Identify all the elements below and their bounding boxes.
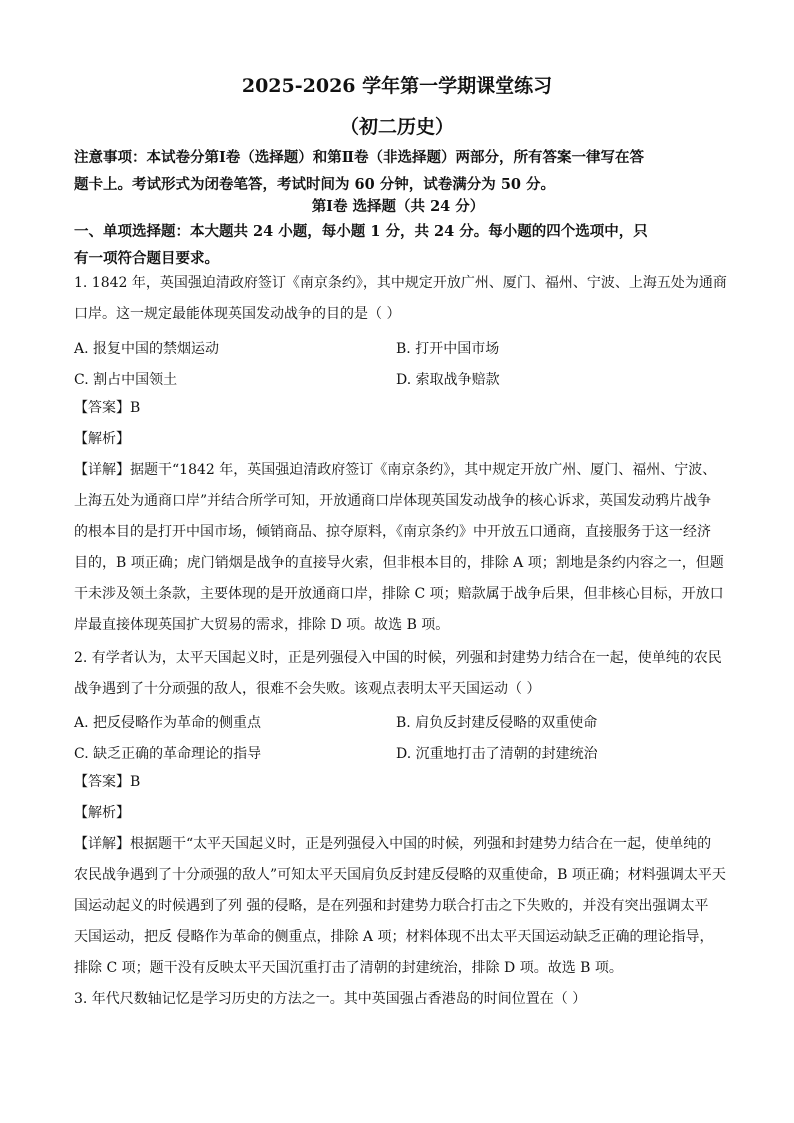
option-d: D. 索取战争赔款 bbox=[396, 372, 500, 388]
page-subtitle: （初二历史） bbox=[339, 116, 454, 138]
section-instructions bbox=[74, 218, 722, 272]
answer-label: 【答案】B bbox=[74, 400, 141, 416]
question-stem: 口岸。这一规定最能体现英国发动战争的目的是（ ） bbox=[74, 306, 401, 322]
question-stem: 战争遇到了十分顽强的敌人，很难不会失败。该观点表明太平天国运动（ ） bbox=[74, 681, 541, 697]
question-stem: 2. 有学者认为，太平天国起义时，正是列强侵入中国的时候，列强和封建势力结合在一起，使单纯的农民 bbox=[74, 650, 722, 666]
detail-line: 【详解】根据题干“太平天国起义时，正是列强侵入中国的时候，列强和封建势力结合在一起，使单纯的 bbox=[74, 836, 712, 852]
detail-line: 的根本目的是打开中国市场，倾销商品、掠夺原料，《南京条约》中开放五口通商，直接服务于这一经济 bbox=[74, 524, 711, 540]
notice-line: 题卡上。考试形式为闭卷笔答，考试时间为 60 分钟，试卷满分为 50 分。 bbox=[74, 176, 556, 193]
section-heading: 第Ⅰ卷 选择题（共 24 分） bbox=[311, 198, 485, 215]
detail-line: 干未涉及领土条款，主要体现的是开放通商口岸，排除 C 项；赔款属于战争后果，但非核心目标，开放口 bbox=[74, 586, 724, 602]
option-b: B. 肩负反封建反侵略的双重使命 bbox=[396, 715, 598, 731]
option-a: A. 把反侵略作为革命的侧重点 bbox=[74, 715, 262, 731]
question-stem: 1. 1842 年，英国强迫清政府签订《南京条约》，其中规定开放广州、厦门、福州、宁波、上海五处为通商 bbox=[74, 275, 727, 291]
answer-label: 【答案】B bbox=[74, 774, 141, 790]
option-c: C. 割占中国领土 bbox=[74, 372, 178, 388]
question-3 bbox=[74, 984, 722, 1015]
option-d: D. 沉重地打击了清朝的封建统治 bbox=[396, 746, 598, 762]
detail-line: 国运动起义的时候遇到了列 强的侵略，是在列强和封建势力联合打击之下失败的，并没有突出强调太平 bbox=[74, 898, 709, 914]
question-stem: 3. 年代尺数轴记忆是学习历史的方法之一。其中英国强占香港岛的时间位置在（ ） bbox=[74, 991, 587, 1007]
option-b: B. 打开中国市场 bbox=[396, 341, 500, 357]
option-a: A. 报复中国的禁烟运动 bbox=[74, 341, 220, 357]
instruction-line: 有一项符合题目要求。 bbox=[74, 250, 219, 267]
instruction-line: 一、单项选择题：本大题共 24 小题，每小题 1 分，共 24 分。每小题的四个选项中，只 bbox=[74, 223, 648, 240]
option-c: C. 缺乏正确的革命理论的指导 bbox=[74, 746, 262, 762]
page-title: 2025-2026 学年第一学期课堂练习 bbox=[241, 75, 553, 97]
question-2 bbox=[74, 643, 722, 705]
q2-solution bbox=[74, 767, 726, 984]
detail-line: 岸最直接体现英国扩大贸易的需求，排除 D 项。故选 B 项。 bbox=[74, 617, 450, 633]
notice-line: 注意事项：本试卷分第Ⅰ卷（选择题）和第Ⅱ卷（非选择题）两部分，所有答案一律写在答 bbox=[74, 149, 644, 166]
detail-line: 【详解】据题干“1842 年，英国强迫清政府签订《南京条约》，其中规定开放广州、厦门、福州、宁波、 bbox=[74, 462, 717, 478]
detail-line: 目的，B 项正确；虎门销烟是战争的直接导火索，但非根本目的，排除 A 项；割地是条约内容之一，但题 bbox=[74, 555, 724, 571]
question-1 bbox=[74, 268, 727, 330]
detail-line: 上海五处为通商口岸”并结合所学可知，开放通商口岸体现英国发动战争的核心诉求，英国发动鸦片战争 bbox=[74, 493, 712, 509]
detail-line: 农民战争遇到了十分顽强的敌人”可知太平天国肩负反封建反侵略的双重使命，B 项正确；材料强调太平天 bbox=[74, 867, 726, 883]
analysis-label: 【解析】 bbox=[74, 431, 130, 447]
notice bbox=[74, 144, 722, 198]
detail-line: 天国运动，把反 侵略作为革命的侧重点，排除 A 项；材料体现不出太平天国运动缺乏正确的理论指导， bbox=[74, 929, 714, 945]
detail-line: 排除 C 项；题干没有反映太平天国沉重打击了清朝的封建统治，排除 D 项。故选 B 项。 bbox=[74, 960, 623, 976]
q1-solution bbox=[74, 393, 722, 641]
analysis-label: 【解析】 bbox=[74, 805, 130, 821]
